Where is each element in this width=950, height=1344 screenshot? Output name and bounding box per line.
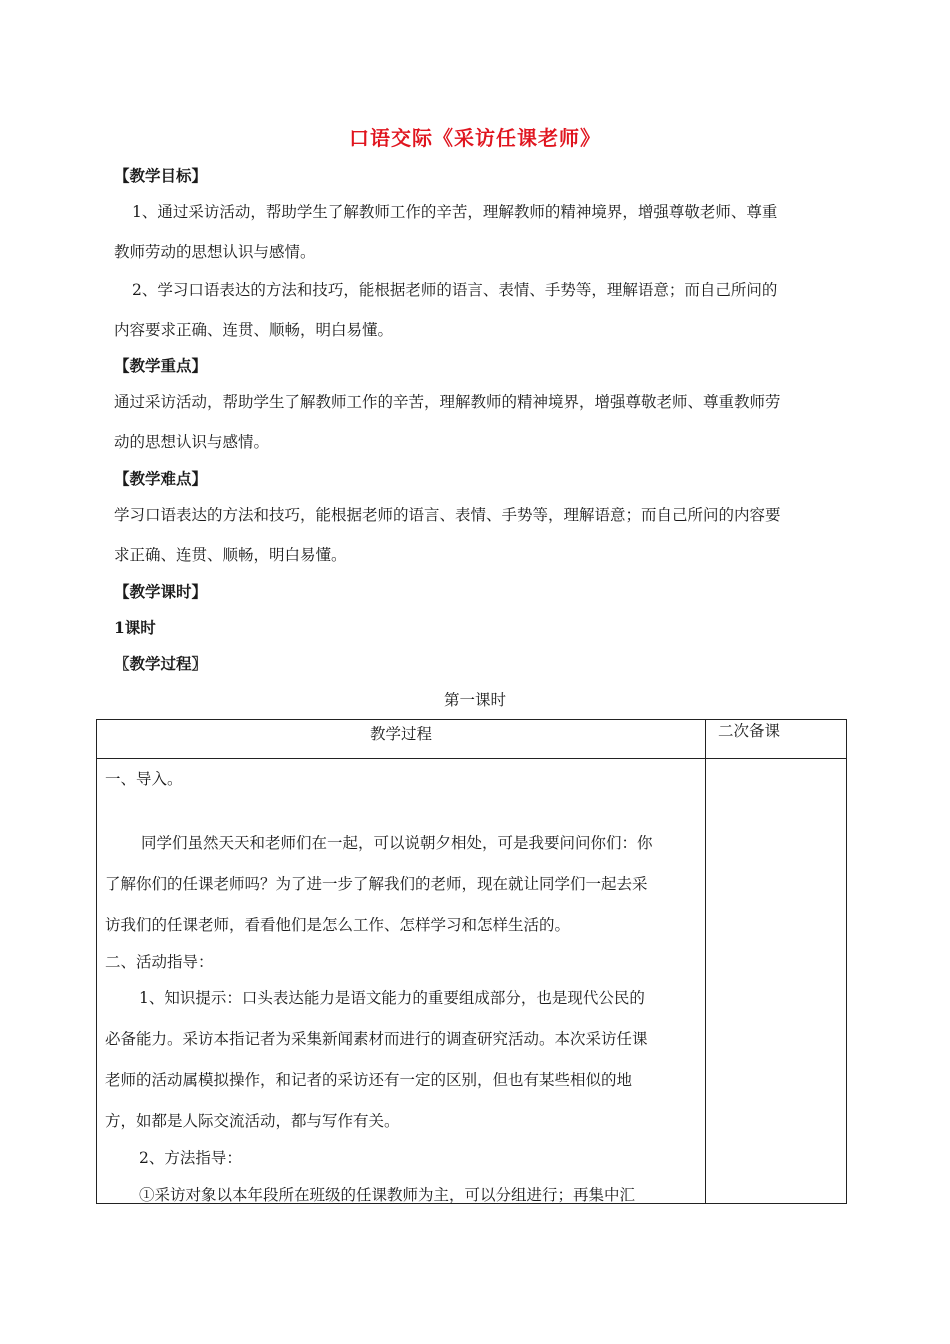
second-preparation-cell xyxy=(706,759,847,1204)
objective-1-line-1: 1、通过采访活动，帮助学生了解教师工作的辛苦，理解教师的精神境界，增强尊敬老师、尊重 xyxy=(132,203,778,221)
difficulties-line-2: 求正确、连贯、顺畅，明白易懂。 xyxy=(114,546,347,564)
process-line: 2、方法指导： xyxy=(139,1149,242,1167)
objective-2-line-2: 内容要求正确、连贯、顺畅，明白易懂。 xyxy=(114,321,394,339)
process-line: 一、导入。 xyxy=(105,770,183,788)
process-line: 必备能力。采访本指记者为采集新闻素材而进行的调查研究活动。本次采访任课 xyxy=(105,1030,648,1048)
objective-1-line-2: 教师劳动的思想认识与感情。 xyxy=(114,243,316,261)
key-points-line-1: 通过采访活动，帮助学生了解教师工作的辛苦，理解教师的精神境界，增强尊敬老师、尊重教师劳 xyxy=(114,393,781,411)
session-label: 第一课时 xyxy=(443,691,506,709)
process-line: 访我们的任课老师，看看他们是怎么工作、怎样学习和怎样生活的。 xyxy=(105,916,571,934)
hours-value: 1课时 xyxy=(114,618,156,637)
key-points-line-2: 动的思想认识与感情。 xyxy=(114,433,270,451)
teaching-process-table xyxy=(96,719,847,1204)
difficulties-line-1: 学习口语表达的方法和技巧，能根据老师的语言、表情、手势等，理解语意；而自己所问的内容要 xyxy=(114,506,781,524)
page-title: 口语交际《采访任课老师》 xyxy=(349,126,601,150)
objective-2-line-1: 2、学习口语表达的方法和技巧，能根据老师的语言、表情、手势等，理解语意；而自己所问的 xyxy=(132,281,778,299)
process-line: 了解你们的任课老师吗？为了进一步了解我们的老师，现在就让同学们一起去采 xyxy=(105,875,648,893)
process-line: 方，如都是人际交流活动，都与写作有关。 xyxy=(105,1112,400,1130)
table-body-row xyxy=(97,759,847,1204)
process-line: ①采访对象以本年段所在班级的任课教师为主，可以分组进行；再集中汇 xyxy=(139,1186,636,1204)
table-header-row xyxy=(97,720,847,759)
key-points-heading: 【教学重点】 xyxy=(114,356,208,375)
process-line: 同学们虽然天天和老师们在一起，可以说朝夕相处，可是我要问问你们：你 xyxy=(141,834,653,852)
objectives-heading: 【教学目标】 xyxy=(114,166,208,185)
teaching-process-cell xyxy=(97,759,706,1204)
process-line: 1、知识提示：口头表达能力是语文能力的重要组成部分，也是现代公民的 xyxy=(139,989,645,1007)
hours-heading: 【教学课时】 xyxy=(114,582,208,601)
difficulties-heading: 【教学难点】 xyxy=(114,469,208,488)
process-line: 老师的活动属模拟操作，和记者的采访还有一定的区别，但也有某些相似的地 xyxy=(105,1071,633,1089)
process-line: 二、活动指导： xyxy=(105,953,214,971)
header-second-preparation: 二次备课 xyxy=(706,720,847,759)
process-heading: 〖教学过程〗 xyxy=(114,654,208,673)
header-teaching-process: 教学过程 xyxy=(97,720,706,759)
